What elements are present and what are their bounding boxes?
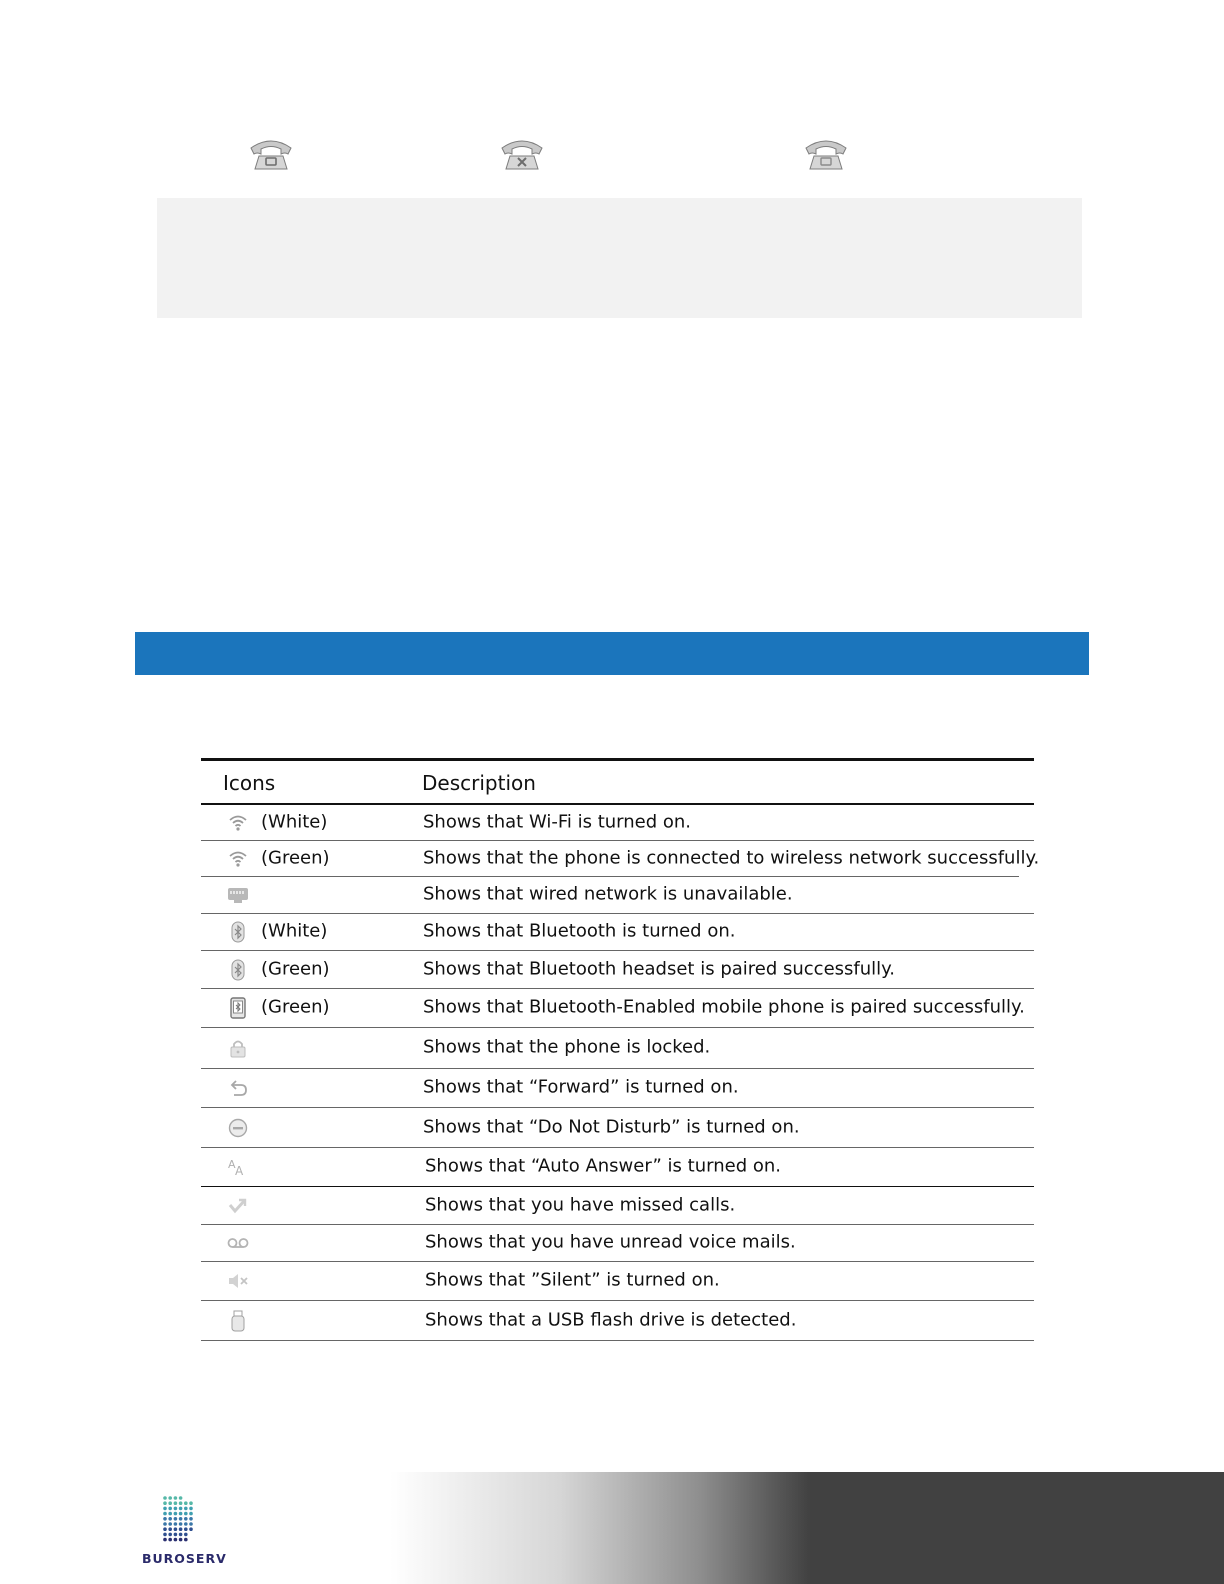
icon-description: Shows that “Auto Answer” is turned on. [425,1155,781,1177]
icon-description: Shows that Bluetooth-Enabled mobile phone is paired successfully. [423,996,1025,1018]
header-description: Description [422,771,536,795]
icon-description: Shows that “Do Not Disturb” is turned on. [423,1115,800,1137]
table-row [201,1187,1034,1225]
icon-note: (Green) [261,996,330,1018]
bluetooth-icon [227,959,249,981]
icon-description: Shows that Bluetooth is turned on. [423,920,736,942]
table-header [201,758,1034,805]
usb-icon [227,1310,249,1332]
table-row [201,989,1034,1028]
voicemail-icon [227,1232,249,1254]
phone-registered-icon [248,133,294,173]
table-row [201,877,1034,914]
icon-note: (White) [261,810,328,832]
icon-description: Shows that Wi-Fi is turned on. [423,810,692,832]
table-row [201,1262,1034,1301]
table-row [201,1301,1034,1341]
icon-description: Shows that wired network is unavailable. [423,883,793,905]
table-row [201,1108,1034,1148]
table-row [201,841,1040,877]
do-not-disturb-icon [227,1117,249,1139]
table-row [201,1225,1034,1262]
icon-description: Shows that the phone is connected to wireless network successfully. [423,846,1040,868]
icon-note: (Green) [261,846,330,868]
table-row [201,951,1034,989]
wifi-icon [227,812,249,834]
table-row [201,1069,1034,1108]
wifi-icon [227,848,249,870]
bluetooth-mobile-icon [227,997,249,1019]
icon-note: (Green) [261,957,330,979]
table-row [201,1028,1034,1069]
missed-call-icon [227,1195,249,1217]
svg-text:A: A [235,1164,244,1178]
icon-description: Shows that ”Silent” is turned on. [425,1269,720,1291]
icon-description: Shows that the phone is locked. [423,1036,711,1058]
note-box [157,198,1082,318]
lock-icon [227,1037,249,1059]
phone-registering-icon [803,133,849,173]
auto-answer-icon [227,1156,249,1178]
section-header-bar [135,632,1089,675]
table-row [201,1148,1034,1187]
table-row [201,805,1034,841]
wired-network-icon [227,884,249,906]
bluetooth-icon [227,921,249,943]
icon-description: Shows that you have missed calls. [425,1193,736,1215]
table-row [201,914,1034,951]
svg-text:A: A [228,1158,236,1171]
header-icons: Icons [223,771,276,795]
icon-table [201,758,1040,1341]
icon-description: Shows that “Forward” is turned on. [423,1076,739,1098]
icon-description: Shows that Bluetooth headset is paired successfully. [423,957,895,979]
icon-description: Shows that a USB flash drive is detected. [425,1308,797,1330]
forward-icon [227,1077,249,1099]
brand-name: BUROSERV [142,1551,227,1566]
icon-note: (White) [261,920,328,942]
silent-icon [227,1270,249,1292]
icon-description: Shows that you have unread voice mails. [425,1231,796,1253]
phone-failed-icon [499,133,545,173]
